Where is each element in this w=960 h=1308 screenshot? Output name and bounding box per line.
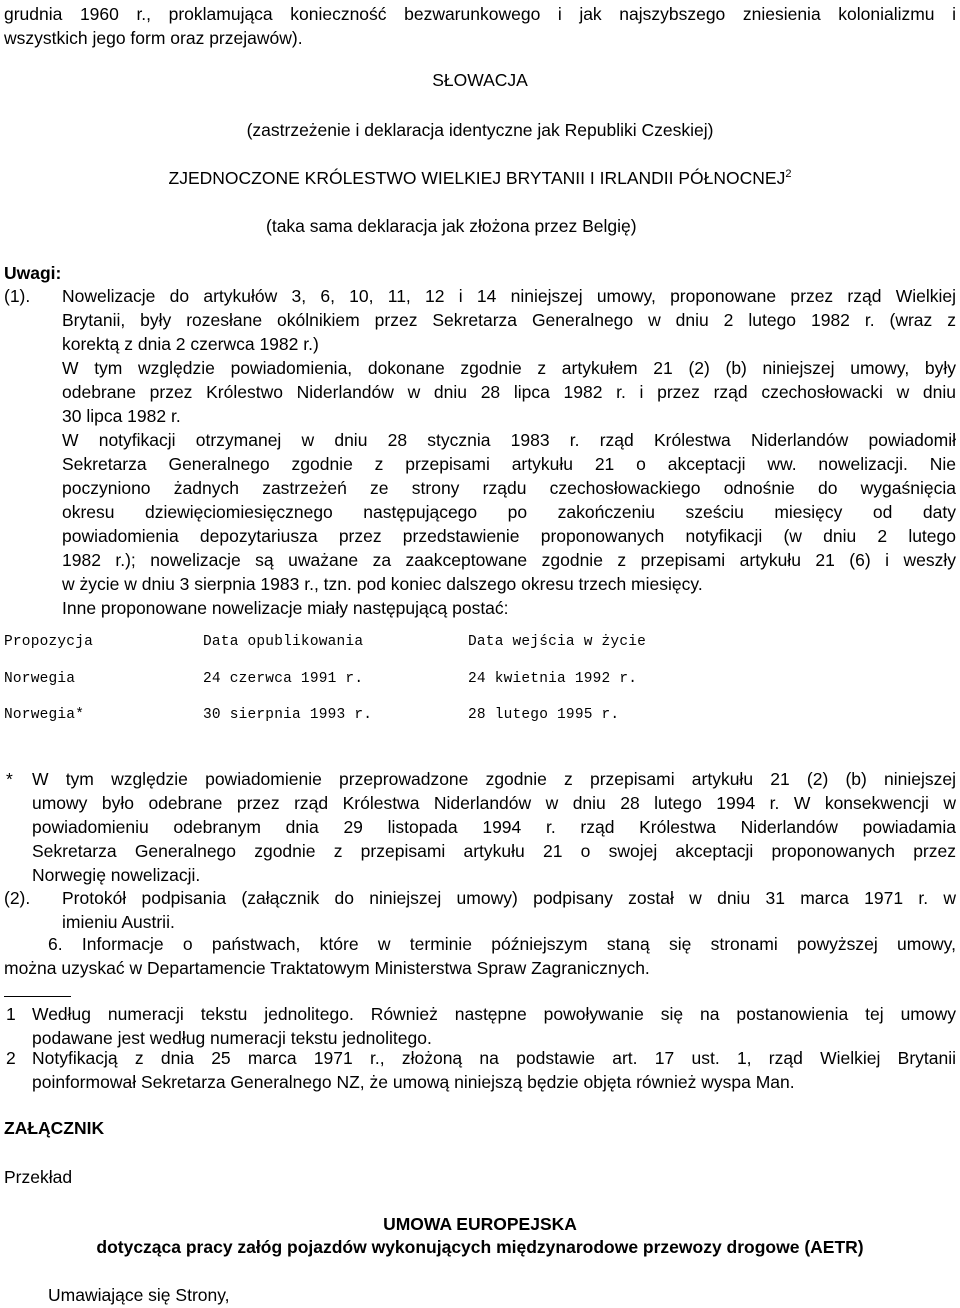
footnote-number: 1 — [6, 1004, 16, 1024]
note-1-line: w życie w dniu 3 sierpnia 1983 r., tzn. pod koniec dalszego okresu trzech miesięcy. — [62, 574, 703, 594]
note-1-line: poczyniono żadnych zastrzeżeń ze strony rządu czechosłowackiego odnośnie do wygaśnięcia — [62, 478, 956, 498]
note-1-line: Inne proponowane nowelizacje miały następującą postać: — [62, 598, 509, 618]
star-note-line: powiadomieniu odebranym dnia 29 listopada 1994 r. rząd Królestwa Niderlandów powiadamia — [32, 817, 956, 837]
table-header-cell: Propozycja — [4, 634, 94, 650]
intro-line-1: grudnia 1960 r., proklamująca konieczność bezwarunkowego i jak najszybszego zniesienia kolonializmu i — [4, 4, 956, 24]
contracting-parties: Umawiające się Strony, — [48, 1285, 230, 1305]
table-cell: 24 kwietnia 1992 r. — [468, 671, 638, 687]
note-1-line: 1982 r.); nowelizacje są uważane za zaakceptowane zgodnie z przepisami artykułu 21 (6) i weszły — [62, 550, 956, 570]
footnote-ref-2: 2 — [785, 168, 792, 181]
item-6-line: można uzyskać w Departamencie Traktatowym Ministerstwa Spraw Zagranicznych. — [4, 958, 650, 978]
table-header-cell: Data wejścia w życie — [468, 634, 647, 650]
agreement-subtitle: dotycząca pracy załóg pojazdów wykonujących międzynarodowe przewozy drogowe (AETR) — [96, 1237, 864, 1257]
footnote-line: podawane jest według numeracji tekstu jednolitego. — [32, 1028, 432, 1048]
uwagi-heading: Uwagi: — [4, 263, 62, 283]
star-note-line: Sekretarza Generalnego zgodnie z przepisami artykułu 21 o swojej akceptacji proponowanych przez — [32, 841, 956, 861]
agreement-title: UMOWA EUROPEJSKA — [383, 1214, 577, 1234]
table-cell: Norwegia* — [4, 707, 85, 723]
note-2-line: imieniu Austrii. — [62, 912, 175, 932]
note-2-label: (2). — [4, 888, 31, 908]
annex-heading: ZAŁĄCZNIK — [4, 1118, 105, 1138]
star-note-marker: * — [6, 769, 13, 789]
note-1-line: 30 lipca 1982 r. — [62, 406, 181, 426]
note-1-line: W tym względzie powiadomienia, dokonane zgodnie z artykułem 21 (2) (b) niniejszej umowy, były — [62, 358, 956, 378]
footnote-separator — [4, 996, 71, 997]
table-cell: 30 sierpnia 1993 r. — [203, 707, 373, 723]
slovakia-title: SŁOWACJA — [432, 70, 528, 90]
note-1-line: Nowelizacje do artykułów 3, 6, 10, 11, 12 i 14 niniejszej umowy, proponowane przez rząd Wielkiej — [62, 286, 956, 306]
footnote-line: Notyfikacją z dnia 25 marca 1971 r., złożoną na podstawie art. 17 ust. 1, rząd Wielkiej Brytanii — [32, 1048, 956, 1068]
footnote-line: poinformował Sekretarza Generalnego NZ, że umową niniejszą będzie objęta również wyspa Man. — [32, 1072, 795, 1092]
note-1-line: korektą z dnia 2 czerwca 1982 r.) — [62, 334, 319, 354]
slovakia-note: (zastrzeżenie i deklaracja identyczne jak Republiki Czeskiej) — [246, 120, 714, 140]
footnote-number: 2 — [6, 1048, 16, 1068]
table-cell: Norwegia — [4, 671, 76, 687]
note-1-line: okresu dziewięciomiesięcznego następującego po zakończeniu sześciu miesięcy od daty — [62, 502, 956, 522]
note-1-line: powiadomienia depozytariusza przez przedstawienie proponowanych notyfikacji (w dniu 2 lutego — [62, 526, 956, 546]
note-1-line: Sekretarza Generalnego zgodnie z przepisami artykułu 21 o akceptacji ww. nowelizacji. Nie — [62, 454, 956, 474]
uk-note: (taka sama deklaracja jak złożona przez Belgię) — [266, 216, 637, 236]
star-note-line: umowy było odebrane przez rząd Królestwa Niderlandów w dniu 28 lutego 1994 r. W konsekwencji w — [32, 793, 956, 813]
note-2-line: Protokół podpisania (załącznik do niniejszej umowy) podpisany został w dniu 31 marca 1971 r. w — [62, 888, 956, 908]
note-1-line: Brytanii, były rozesłane okólnikiem przez Sekretarza Generalnego w dniu 2 lutego 1982 r. (wraz z — [62, 310, 956, 330]
table-cell: 28 lutego 1995 r. — [468, 707, 620, 723]
star-note-line: W tym względzie powiadomienie przeprowadzone zgodnie z przepisami artykułu 21 (2) (b) niniejszej — [32, 769, 956, 789]
table-header-cell: Data opublikowania — [203, 634, 364, 650]
uk-title-line — [0, 166, 960, 190]
table-cell: 24 czerwca 1991 r. — [203, 671, 364, 687]
star-note-line: Norwegię nowelizacji. — [32, 865, 201, 885]
intro-line-2: wszystkich jego form oraz przejawów). — [4, 28, 303, 48]
uk-title: ZJEDNOCZONE KRÓLESTWO WIELKIEJ BRYTANII I IRLANDII PÓŁNOCNEJ — [168, 168, 786, 188]
note-1-line: W notyfikacji otrzymanej w dniu 28 stycznia 1983 r. rząd Królestwa Niderlandów powiadomił — [62, 430, 956, 450]
note-1-label: (1). — [4, 286, 31, 306]
annex-translation-label: Przekład — [4, 1167, 73, 1187]
note-1-line: odebrane przez Królestwo Niderlandów w dniu 28 lipca 1982 r. i przez rząd czechosłowacki w dniu — [62, 382, 956, 402]
item-6-line: 6. Informacje o państwach, które w terminie późniejszym staną się stronami powyższej umowy, — [48, 934, 956, 954]
footnote-line: Według numeracji tekstu jednolitego. Również następne powoływanie się na postanowienia tej umowy — [32, 1004, 956, 1024]
